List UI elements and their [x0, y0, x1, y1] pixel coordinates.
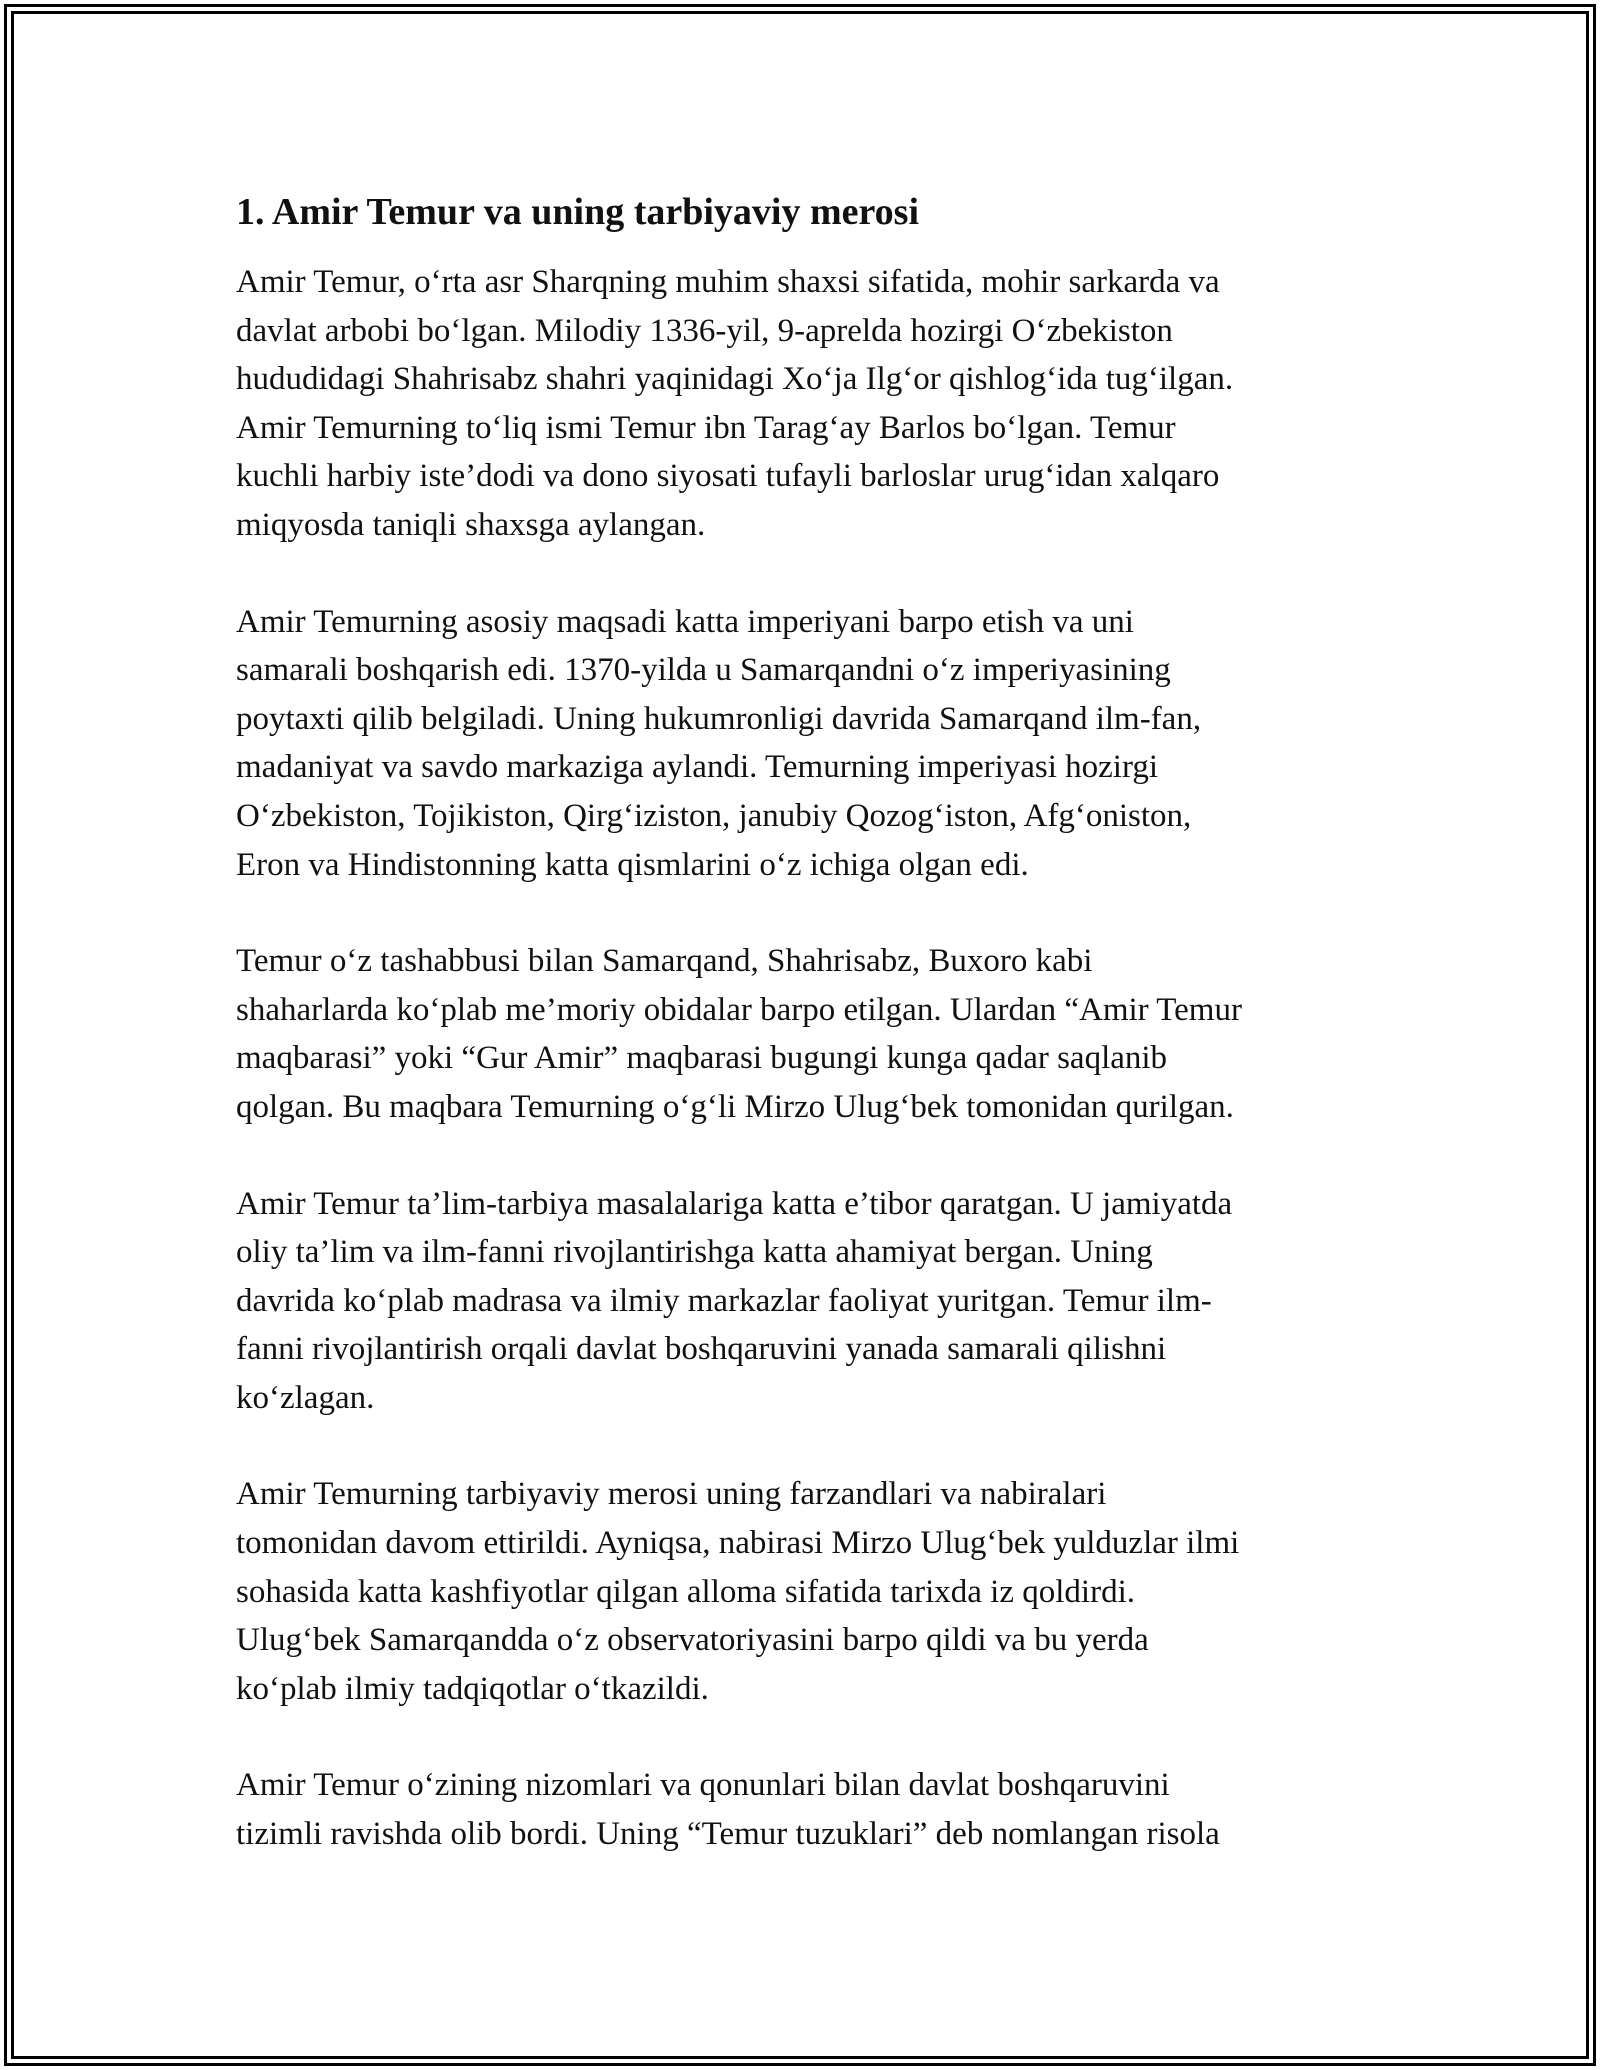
paragraph: [236, 598, 1376, 890]
text-line: ko‘plab ilmiy tadqiqotlar o‘tkazildi.: [236, 1670, 709, 1707]
text-line: shaharlarda ko‘plab me’moriy obidalar barpo etilgan. Ulardan “Amir Temur: [236, 991, 1242, 1028]
text-line: sohasida katta kashfiyotlar qilgan alloma sifatida tarixda iz qoldirdi.: [236, 1573, 1135, 1610]
text-line: samarali boshqarish edi. 1370-yilda u Samarqandni o‘z imperiyasining: [236, 652, 1171, 689]
text-line: kuchli harbiy iste’dodi va dono siyosati tufayli barloslar urug‘idan xalqaro: [236, 458, 1220, 495]
text-line: Amir Temur o‘zining nizomlari va qonunlari bilan davlat boshqaruvini: [236, 1767, 1170, 1804]
paragraph: [236, 258, 1376, 550]
text-line: O‘zbekiston, Tojikiston, Qirg‘iziston, janubiy Qozog‘iston, Afg‘oniston,: [236, 797, 1192, 834]
text-line: Eron va Hindistonning katta qismlarini o‘z ichiga olgan edi.: [236, 846, 1029, 883]
paragraph: [236, 1761, 1376, 1858]
text-line: miqyosda taniqli shaxsga aylangan.: [236, 506, 706, 543]
text-line: Temur o‘z tashabbusi bilan Samarqand, Shahrisabz, Buxoro kabi: [236, 943, 1093, 980]
text-line: Ulug‘bek Samarqandda o‘z observatoriyasini barpo qildi va bu yerda: [236, 1622, 1149, 1659]
text-line: fanni rivojlantirish orqali davlat boshqaruvini yanada samarali qilishni: [236, 1331, 1167, 1368]
section-title: 1. Amir Temur va uning tarbiyaviy merosi: [236, 191, 920, 233]
paragraph: [236, 937, 1376, 1131]
text-line: poytaxti qilib belgiladi. Uning hukumronligi davrida Samarqand ilm-fan,: [236, 700, 1202, 737]
text-line: qolgan. Bu maqbara Temurning o‘g‘li Mirzo Ulug‘bek tomonidan qurilgan.: [236, 1088, 1234, 1125]
text-line: hududidagi Shahrisabz shahri yaqinidagi Xo‘ja Ilg‘or qishlog‘ida tug‘ilgan.: [236, 361, 1234, 398]
text-line: Amir Temur, o‘rta asr Sharqning muhim shaxsi sifatida, mohir sarkarda va: [236, 264, 1220, 300]
text-line: tomonidan davom ettirildi. Ayniqsa, nabirasi Mirzo Ulug‘bek yulduzlar ilmi: [236, 1525, 1240, 1562]
text-line: davrida ko‘plab madrasa va ilmiy markazlar faoliyat yuritgan. Temur ilm-: [236, 1282, 1212, 1319]
text-line: madaniyat va savdo markaziga aylandi. Temurning imperiyasi hozirgi: [236, 749, 1159, 786]
text-line: ko‘zlagan.: [236, 1379, 375, 1416]
text-line: maqbarasi” yoki “Gur Amir” maqbarasi bugungi kunga qadar saqlanib: [236, 1040, 1168, 1077]
paragraph: [236, 1470, 1376, 1713]
text-line: Amir Temurning tarbiyaviy merosi uning farzandlari va nabiralari: [236, 1476, 1107, 1513]
document-body: [236, 188, 1376, 1907]
paragraph: [236, 1180, 1376, 1423]
paragraph-list: [236, 258, 1376, 1859]
text-line: tizimli ravishda olib bordi. Uning “Temur tuzuklari” deb nomlangan risola: [236, 1816, 1220, 1853]
text-line: Amir Temurning asosiy maqsadi katta imperiyani barpo etish va uni: [236, 603, 1134, 640]
text-line: davlat arbobi bo‘lgan. Milodiy 1336-yil, 9-aprelda hozirgi O‘zbekiston: [236, 312, 1173, 349]
text-line: Amir Temurning to‘liq ismi Temur ibn Tarag‘ay Barlos bo‘lgan. Temur: [236, 409, 1176, 446]
text-line: oliy ta’lim va ilm-fanni rivojlantirishga katta ahamiyat bergan. Uning: [236, 1234, 1153, 1271]
text-line: Amir Temur ta’lim-tarbiya masalalariga katta e’tibor qaratgan. U jamiyatda: [236, 1185, 1233, 1222]
